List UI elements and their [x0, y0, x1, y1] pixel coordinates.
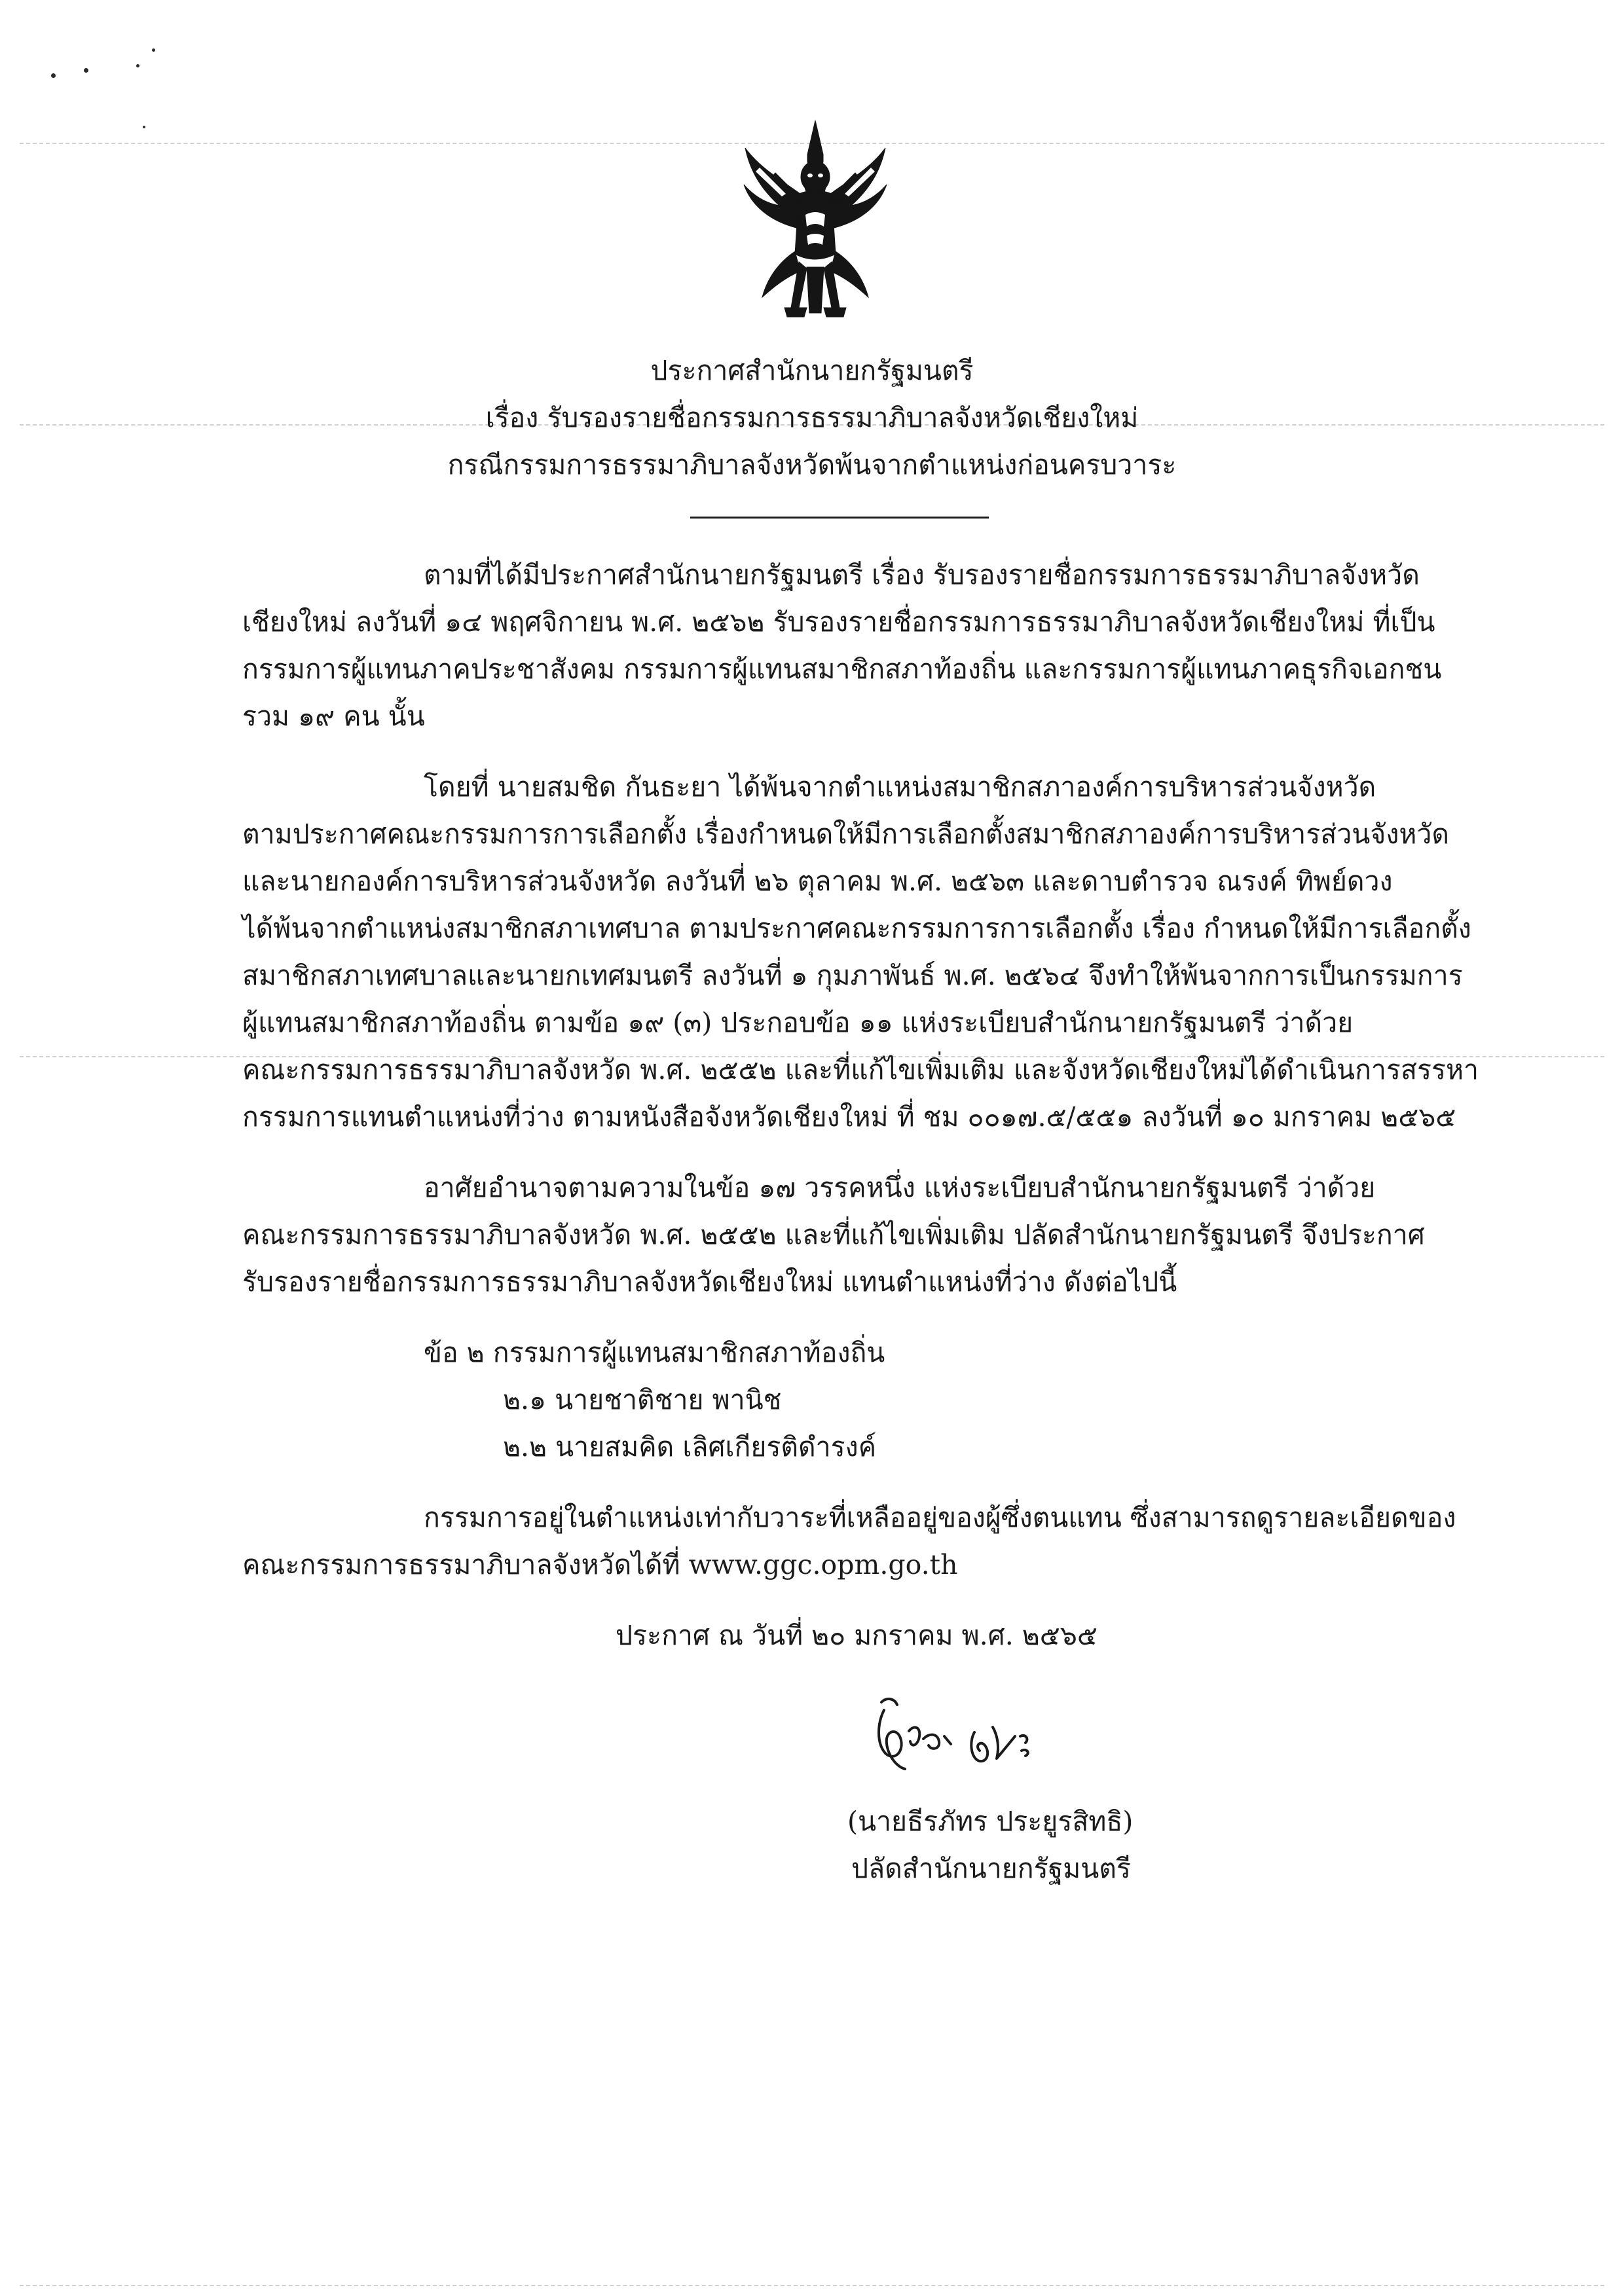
document-title: ประกาศสำนักนายกรัฐมนตรี [650, 355, 974, 386]
paragraph-4-line: คณะกรรมการธรรมาภิบาลจังหวัดได้ที่ www.ggc.opm.go.th [242, 1549, 958, 1580]
paragraph-2-line: ผู้แทนสมาชิกสภาท้องถิ่น ตามข้อ ๑๙ (๓) ประกอบข้อ ๑๑ แห่งระเบียบสำนักนายกรัฐมนตรี ว่าด้วย [242, 1007, 1354, 1038]
signatory-name: (นายธีรภัทร ประยูรสิทธิ) [847, 1806, 1134, 1837]
paragraph-2-line: และนายกองค์การบริหารส่วนจังหวัด ลงวันที่ ๒๖ ตุลาคม พ.ศ. ๒๕๖๓ และดาบตำรวจ ณรงค์ ทิพย์ดวง [242, 866, 1393, 897]
garuda-emblem-icon [733, 117, 897, 329]
paragraph-2-line: สมาชิกสภาเทศบาลและนายกเทศมนตรี ลงวันที่ ๑ กุมภาพันธ์ พ.ศ. ๒๕๖๔ จึงทำให้พ้นจากการเป็นกรรมการ [242, 960, 1463, 991]
paragraph-2-line: คณะกรรมการธรรมาภิบาลจังหวัด พ.ศ. ๒๕๕๒ และที่แก้ไขเพิ่มเติม และจังหวัดเชียงใหม่ได้ดำเนินการสรรหา [242, 1054, 1479, 1085]
paragraph-3-line: รับรองรายชื่อกรรมการธรรมาภิบาลจังหวัดเชียงใหม่ แทนตำแหน่งที่ว่าง ดังต่อไปนี้ [242, 1266, 1177, 1298]
paragraph-2-line: กรรมการแทนตำแหน่งที่ว่าง ตามหนังสือจังหวัดเชียงใหม่ ที่ ชม ๐๐๑๗.๕/๕๕๑ ลงวันที่ ๑๐ มกราคม ๒๕๖๕ [242, 1101, 1456, 1133]
document-subject-detail: กรณีกรรมการธรรมาภิบาลจังหวัดพ้นจากตำแหน่งก่อนครบวาระ [447, 449, 1177, 481]
paragraph-4-line: กรรมการอยู่ในตำแหน่งเท่ากับวาระที่เหลืออยู่ของผู้ซึ่งตนแทน ซึ่งสามารถดูรายละเอียดของ [424, 1502, 1456, 1533]
scan-speck [136, 64, 139, 67]
paragraph-1-line: ตามที่ได้มีประกาศสำนักนายกรัฐมนตรี เรื่อง รับรองรายชื่อกรรมการธรรมาภิบาลจังหวัด [424, 559, 1420, 591]
title-underline [690, 517, 989, 519]
document-subject: เรื่อง รับรองรายชื่อกรรมการธรรมาภิบาลจังหวัดเชียงใหม่ [485, 402, 1139, 433]
signatory-position: ปลัดสำนักนายกรัฐมนตรี [851, 1853, 1131, 1884]
paragraph-1-line: รวม ๑๙ คน นั้น [242, 701, 425, 732]
announcement-date: ประกาศ ณ วันที่ ๒๐ มกราคม พ.ศ. ๒๕๖๕ [616, 1620, 1098, 1651]
scan-speck [152, 48, 155, 52]
scan-speck [84, 68, 88, 73]
handwritten-signature [858, 1690, 1054, 1782]
paragraph-2-line: ตามประกาศคณะกรรมการการเลือกตั้ง เรื่องกำหนดให้มีการเลือกตั้งสมาชิกสภาองค์การบริหารส่วนจังหวัด [242, 818, 1450, 850]
scan-speck [143, 126, 145, 128]
paragraph-3-line: คณะกรรมการธรรมาภิบาลจังหวัด พ.ศ. ๒๕๕๒ และที่แก้ไขเพิ่มเติม ปลัดสำนักนายกรัฐมนตรี จึงประกาศ [242, 1219, 1425, 1250]
scan-fold-line [20, 2285, 1604, 2286]
paragraph-1-line: เชียงใหม่ ลงวันที่ ๑๔ พฤศจิกายน พ.ศ. ๒๕๖๒ รับรองรายชื่อกรรมการธรรมาภิบาลจังหวัดเชียงใหม่ ที่เป็น [242, 606, 1435, 638]
section-heading: ข้อ ๒ กรรมการผู้แทนสมาชิกสภาท้องถิ่น [424, 1337, 885, 1368]
paragraph-3-line: อาศัยอำนาจตามความในข้อ ๑๗ วรรคหนึ่ง แห่งระเบียบสำนักนายกรัฐมนตรี ว่าด้วย [424, 1172, 1376, 1203]
scan-speck [51, 73, 56, 78]
paragraph-2-line: ได้พ้นจากตำแหน่งสมาชิกสภาเทศบาล ตามประกาศคณะกรรมการการเลือกตั้ง เรื่อง กำหนดให้มีการเลือกตั้ง [242, 913, 1471, 944]
member-item: ๒.๑ นายชาติชาย พานิช [503, 1384, 782, 1415]
paragraph-1-line: กรรมการผู้แทนภาคประชาสังคม กรรมการผู้แทนสมาชิกสภาท้องถิ่น และกรรมการผู้แทนภาคธุรกิจเอกชน [242, 653, 1442, 685]
paragraph-2-line: โดยที่ นายสมชิด กันธะยา ได้พ้นจากตำแหน่งสมาชิกสภาองค์การบริหารส่วนจังหวัด [424, 771, 1376, 803]
member-item: ๒.๒ นายสมคิด เลิศเกียรติดำรงค์ [503, 1431, 877, 1463]
